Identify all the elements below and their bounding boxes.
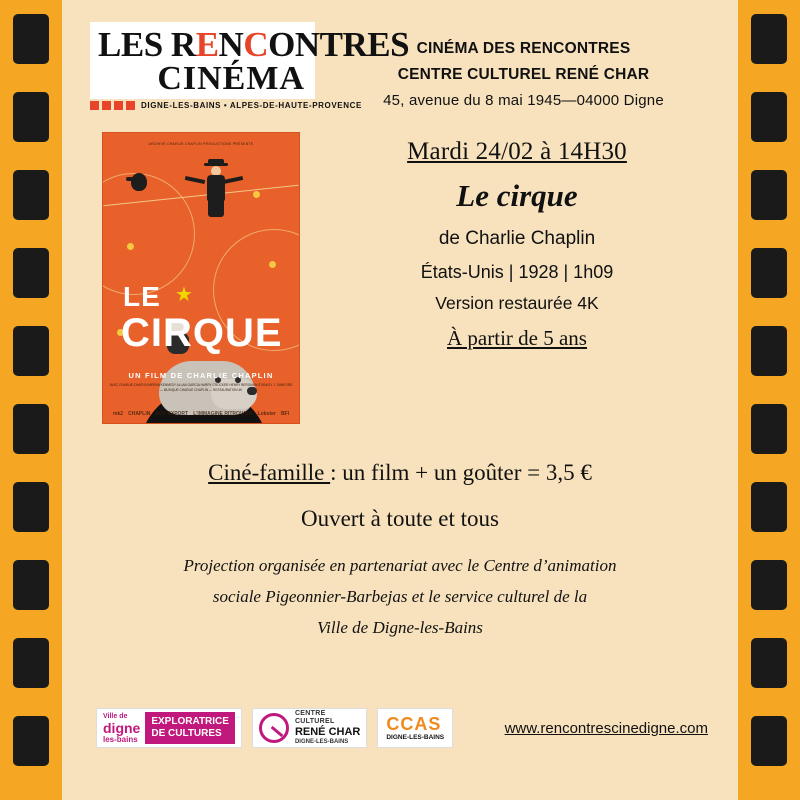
film-info <box>300 132 720 424</box>
cine-famille-label: Ciné-famille <box>208 460 331 485</box>
partner-line-1: Projection organisée en partenariat avec le Centre d’animation <box>183 556 617 575</box>
footer <box>62 708 738 748</box>
venue-block <box>315 22 726 114</box>
digne-line2: digne <box>103 719 141 736</box>
explo-line2: DE CULTURES <box>151 728 222 739</box>
digne-line3: les-bains <box>103 734 138 744</box>
cine-famille-line <box>102 460 698 486</box>
movie-version: Version restaurée 4K <box>435 293 599 313</box>
ccrc-line1: CENTRE <box>294 710 326 717</box>
festival-logo <box>90 22 410 110</box>
header <box>62 0 738 114</box>
rene-char-circle-icon <box>259 713 289 743</box>
venue-line2: CENTRE CULTUREL RENÉ CHAR <box>397 66 650 83</box>
screening-date: Mardi 24/02 à 14H30 <box>407 138 627 165</box>
logo-subtitle-text: DIGNE-LES-BAINS • ALPES-DE-HAUTE-PROVENCE <box>141 101 362 110</box>
venue-address: 45, avenue du 8 mai 1945—04000 Digne <box>383 92 664 109</box>
poster-logo-3: L'IMMAGINE RITROVATA <box>193 411 253 417</box>
open-to-all: Ouvert à toute et tous <box>300 506 499 531</box>
poster-logo-0: mk2 <box>113 411 124 417</box>
logo-subtitle <box>90 101 362 110</box>
poster-title-cirque: CIRQUE <box>121 311 283 355</box>
poster-byline: UN FILM DE CHARLIE CHAPLIN <box>128 371 274 380</box>
poster-content <box>62 0 738 800</box>
middle-section <box>62 114 738 424</box>
chaplin-figure <box>199 159 233 217</box>
logo-ville-de-digne <box>96 708 242 748</box>
lower-section <box>62 424 738 643</box>
logo-centre-culturel-rene-char <box>252 708 367 748</box>
bird-icon <box>131 173 147 191</box>
ccrc-line3: RENÉ CHAR <box>294 726 361 738</box>
star-icon: ★ <box>175 284 193 306</box>
movie-age-rating: À partir de 5 ans <box>447 326 587 350</box>
ccrc-line4: DIGNE-LES-BAINS <box>294 739 349 745</box>
venue-line1: CINÉMA DES RENCONTRES <box>416 40 631 57</box>
movie-meta: États-Unis | 1928 | 1h09 <box>420 262 614 282</box>
logo-squares-icon <box>90 101 135 110</box>
poster-logo-5: BFI <box>280 411 289 417</box>
digne-line1: Ville de <box>103 712 128 720</box>
partner-note <box>102 550 698 643</box>
filmstrip-left <box>0 0 62 800</box>
partner-line-3: Ville de Digne-les-Bains <box>317 618 483 637</box>
cine-famille-detail: : un film + un goûter = 3,5 € <box>330 460 592 485</box>
explo-line1: EXPLORATRICE <box>151 716 229 727</box>
poster-logo-4: Lobster <box>257 411 276 417</box>
movie-director: de Charlie Chaplin <box>438 228 596 249</box>
website-link[interactable]: www.rencontrescinedigne.com <box>504 719 708 737</box>
poster-credits-top: ARCHIVE CHARLIE CHAPLIN PRODUCTIONS PRÉSENTE <box>148 142 254 146</box>
logo-line2: CINÉMA <box>157 60 305 97</box>
poster-logo-1: CHAPLIN <box>128 411 151 417</box>
ccas-line1: CCAS <box>386 713 442 734</box>
poster-inner <box>62 0 738 800</box>
poster-title-le: LE <box>123 281 161 312</box>
partner-line-2: sociale Pigeonnier-Barbejas et le service culturel de la <box>212 587 588 606</box>
filmstrip-right <box>738 0 800 800</box>
film-poster-image <box>102 132 300 424</box>
logo-exploratrice <box>145 712 235 744</box>
logo-box <box>90 22 410 99</box>
logo-ccas <box>377 708 453 748</box>
poster-credits-bottom: AVEC CHARLIE CHAPLIN MERNA KENNEDY ALLAN GARCIA HARRY CROCKER HENRY BERGMAN STANLEY J. SANFORD — MUSIQUE CHARLIE CHAPLIN — RESTAURATION 4K <box>109 383 293 392</box>
ccas-line2: DIGNE-LES-BAINS <box>386 733 445 741</box>
movie-title: Le cirque <box>456 178 578 213</box>
ccrc-line2: CULTUREL <box>294 718 335 725</box>
poster-logo-row <box>113 411 289 417</box>
logo-line1: LES RENCONTRES <box>98 25 410 64</box>
poster-logo-2: ROY EXPORT <box>155 411 189 417</box>
